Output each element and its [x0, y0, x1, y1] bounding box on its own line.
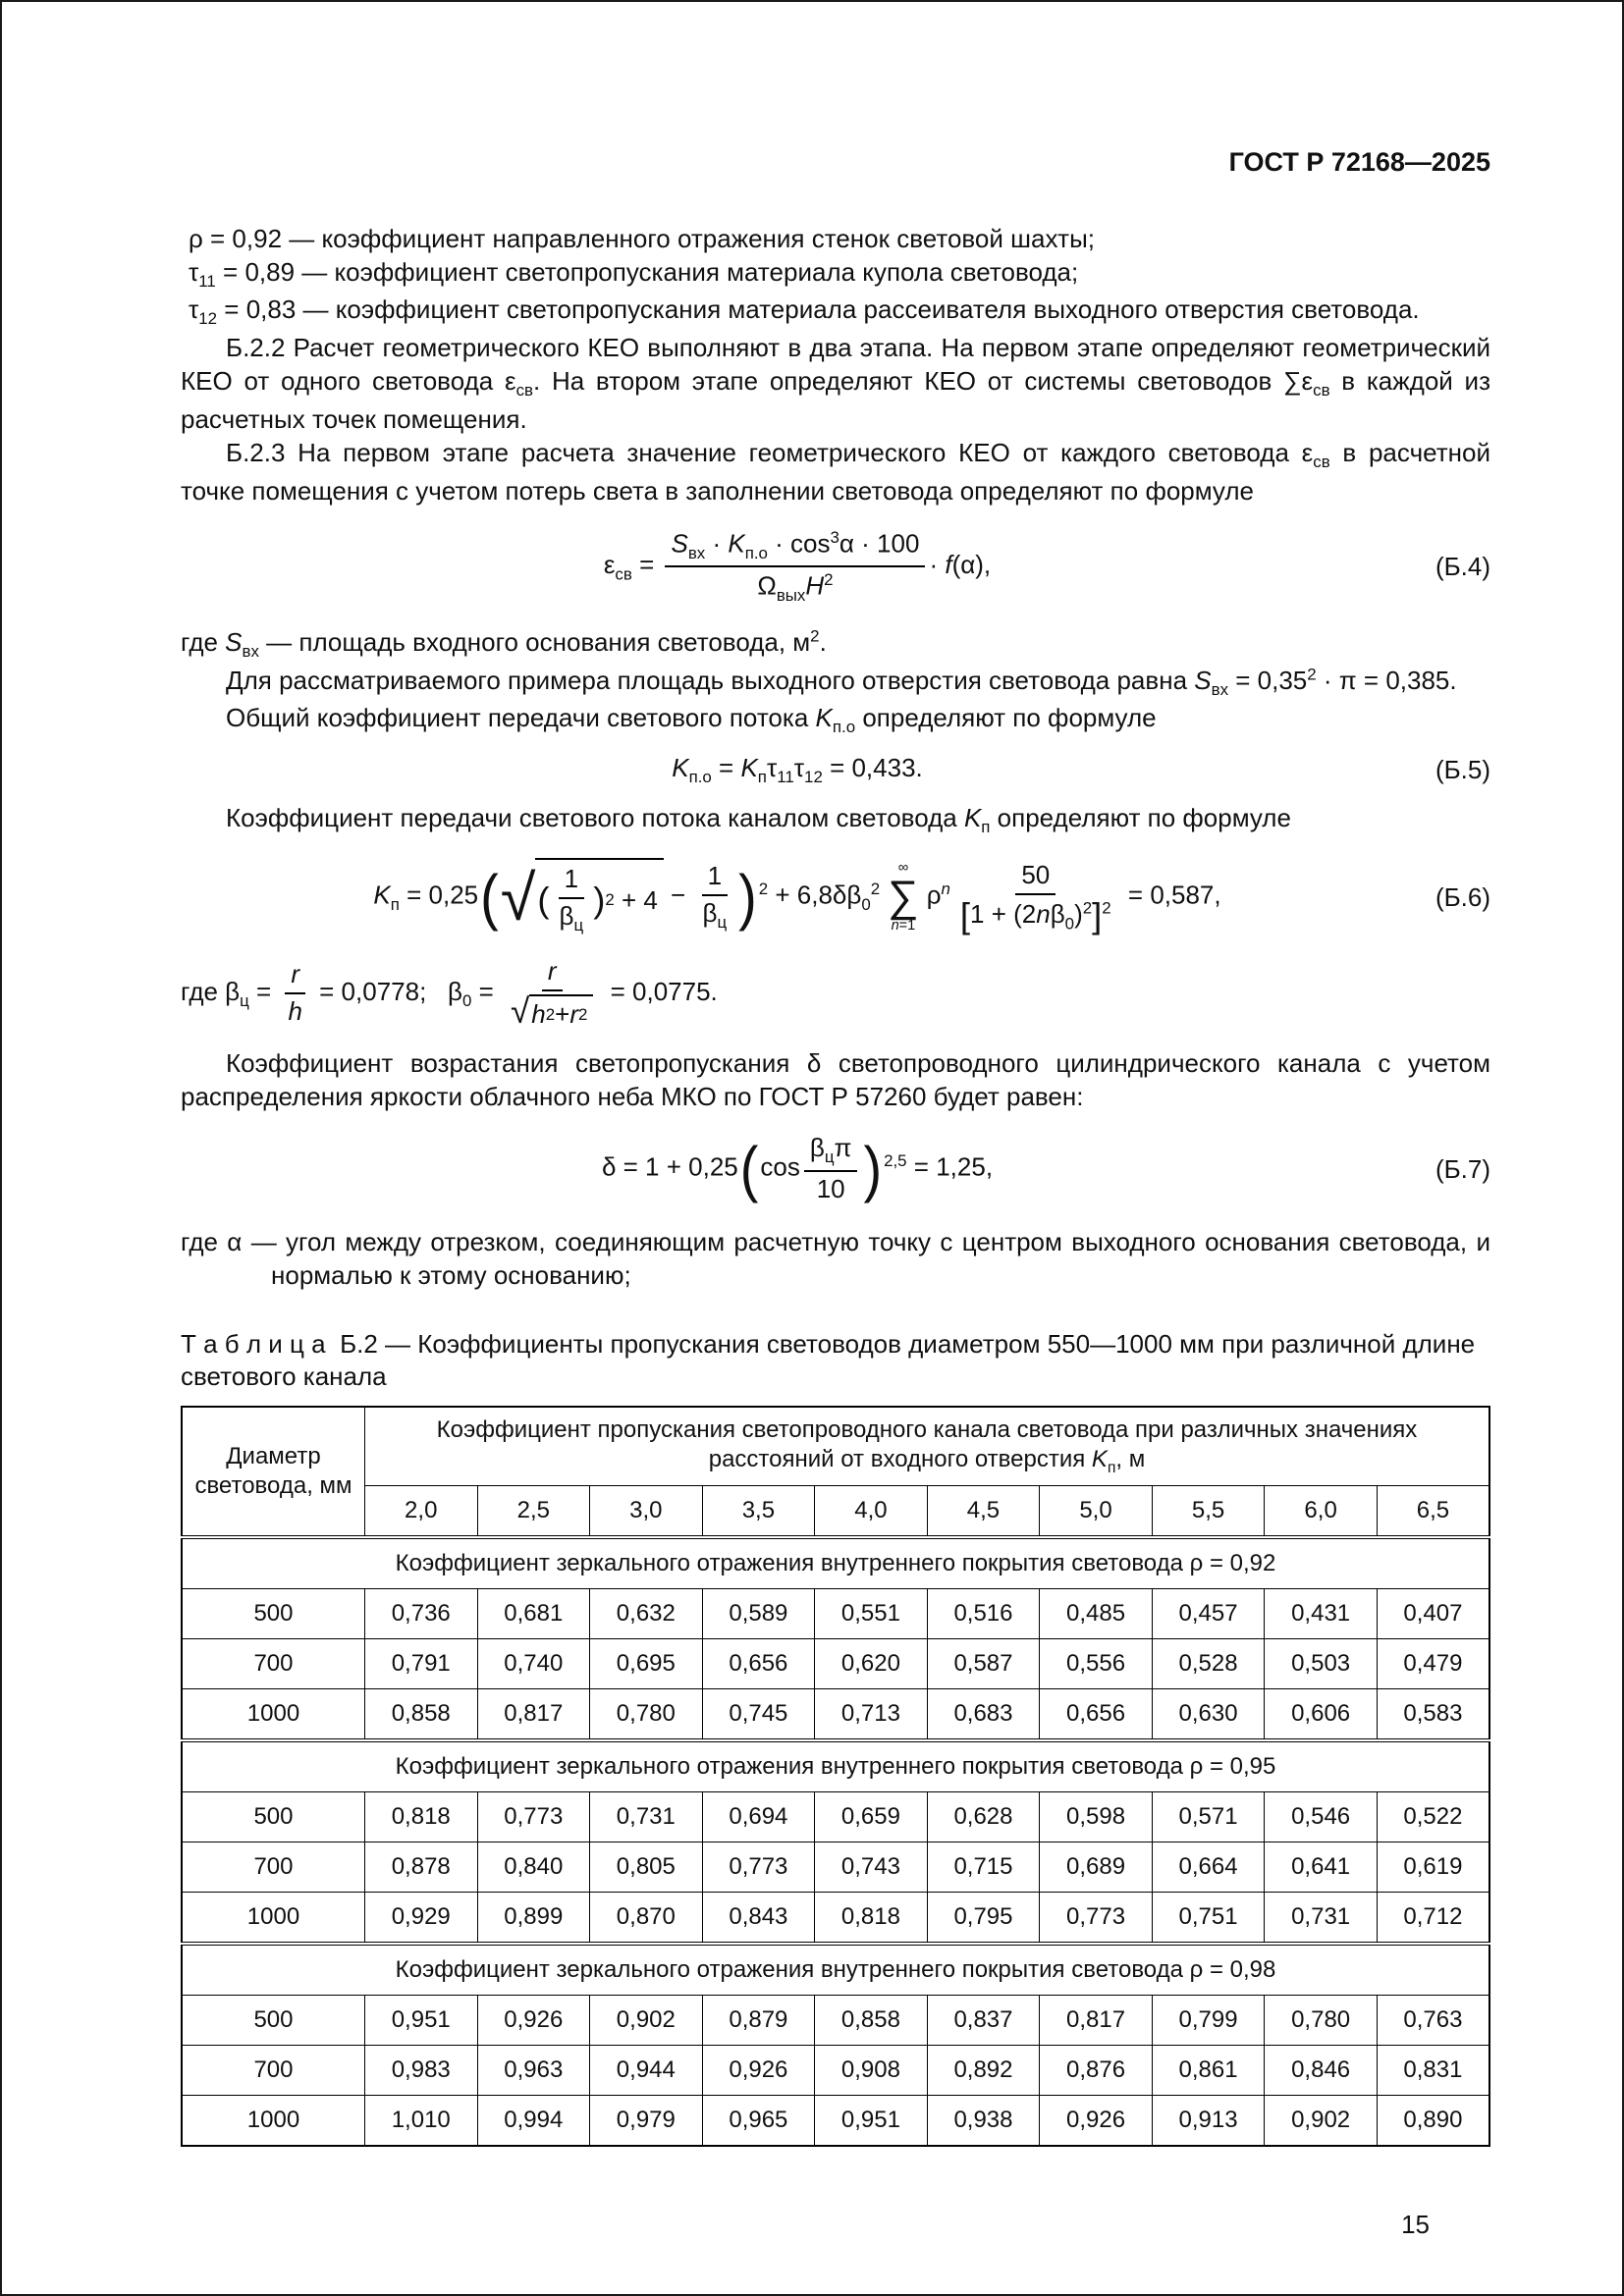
table-cell: 0,712	[1377, 1893, 1489, 1945]
table-header-distance: 6,0	[1265, 1486, 1378, 1538]
table-cell: 0,846	[1265, 2046, 1378, 2096]
table-section-title-row	[182, 1944, 1489, 1996]
table-cell: 0,951	[364, 1996, 477, 2046]
table-cell: 0,522	[1377, 1792, 1489, 1842]
table-header-distance: 4,5	[927, 1486, 1040, 1538]
table-cell: 0,926	[702, 2046, 815, 2096]
table-cell: 0,805	[590, 1842, 703, 1893]
table-cell: 0,743	[815, 1842, 928, 1893]
table-cell: 0,938	[927, 2096, 1040, 2147]
paragraph-example: Для рассматриваемого примера площадь выходного отверстия световода равна $S_{вх} = 0,35^2 \cdot \pi = 0,385$.	[226, 665, 1457, 700]
formula-b6	[181, 858, 1490, 936]
table-header-diameter: Диаметр световода, мм	[182, 1407, 364, 1537]
page-number: 15	[1401, 2210, 1430, 2240]
table-cell-diameter: 1000	[182, 1893, 364, 1945]
table-cell-diameter: 700	[182, 1639, 364, 1689]
formula-b7-expression: δ = 1 + 0,25(cos $\frac{\beta_ц\pi}{10}$ ) $^{2,5}$ = 1,25,	[601, 1133, 994, 1203]
table-cell: 0,641	[1265, 1842, 1378, 1893]
table-section-title: Коэффициент зеркального отражения внутреннего покрытия световода ρ = 0,98	[182, 1944, 1489, 1996]
table-cell: 0,656	[702, 1639, 815, 1689]
table-cell: 0,479	[1377, 1639, 1489, 1689]
formula-b7-number: (Б.7)	[1435, 1153, 1490, 1184]
table-cell: 0,485	[1040, 1589, 1153, 1639]
paragraph-b23: Б.2.3 На первом этапе расчета значение геометрического КЕО от каждого световода $\varepsilon_{св}$ в расчетной точке помещения с учетом потерь света в заполнении световода определяют по формуле	[181, 438, 1490, 506]
table-cell: 1,010	[364, 2096, 477, 2147]
table-cell: 0,664	[1152, 1842, 1265, 1893]
table-cell: 0,731	[590, 1792, 703, 1842]
table-header-distance: 2,0	[364, 1486, 477, 1538]
table-cell: 0,908	[815, 2046, 928, 2096]
table-cell: 0,861	[1152, 2046, 1265, 2096]
table-cell: 0,589	[702, 1589, 815, 1639]
table-row	[182, 1689, 1489, 1741]
table-subheader-row	[182, 1486, 1489, 1538]
table-cell: 0,902	[1265, 2096, 1378, 2147]
table-cell-diameter: 1000	[182, 2096, 364, 2147]
formula-b4-number: (Б.4)	[1435, 552, 1490, 581]
table-cell: 0,983	[364, 2046, 477, 2096]
table-cell: 0,843	[702, 1893, 815, 1945]
paragraph-channel-coefficient: Коэффициент передачи светового потока каналом световода $K_п$ определяют по формуле	[226, 802, 1291, 837]
table-header-distance: 3,0	[590, 1486, 703, 1538]
table-cell: 0,890	[1377, 2096, 1489, 2147]
table-header-distance: 3,5	[702, 1486, 815, 1538]
table-cell: 0,840	[477, 1842, 590, 1893]
table-row	[182, 1639, 1489, 1689]
table-cell: 0,944	[590, 2046, 703, 2096]
table-cell: 0,516	[927, 1589, 1040, 1639]
table-cell: 0,965	[702, 2096, 815, 2147]
table-cell: 0,598	[1040, 1792, 1153, 1842]
table-cell: 0,713	[815, 1689, 928, 1741]
table-cell: 0,994	[477, 2096, 590, 2147]
table-cell: 0,791	[364, 1639, 477, 1689]
table-cell: 0,892	[927, 2046, 1040, 2096]
formula-b7	[181, 1133, 1490, 1205]
table-cell: 0,817	[477, 1689, 590, 1741]
table-cell: 0,979	[590, 2096, 703, 2147]
table-cell: 0,745	[702, 1689, 815, 1741]
table-cell: 0,879	[702, 1996, 815, 2046]
table-row	[182, 1842, 1489, 1893]
table-cell: 0,736	[364, 1589, 477, 1639]
coefficients-table	[181, 1406, 1490, 2147]
table-cell: 0,926	[477, 1996, 590, 2046]
formula-b5	[181, 751, 1490, 789]
table-cell: 0,632	[590, 1589, 703, 1639]
table-cell: 0,876	[1040, 2046, 1153, 2096]
table-cell: 0,929	[364, 1893, 477, 1945]
table-cell: 0,503	[1265, 1639, 1378, 1689]
table-cell: 0,831	[1377, 2046, 1489, 2096]
table-cell: 0,528	[1152, 1639, 1265, 1689]
table-cell: 0,656	[1040, 1689, 1153, 1741]
table-cell: 0,556	[1040, 1639, 1153, 1689]
table-header-distance: 6,5	[1377, 1486, 1489, 1538]
table-cell: 0,780	[590, 1689, 703, 1741]
table-cell: 0,689	[1040, 1842, 1153, 1893]
definition-tau12: $\tau_{12} = 0,83$ — коэффициент светопропускания материала рассеивателя выходного отверстия световода.	[189, 294, 1420, 329]
formula-b6-number: (Б.6)	[1435, 882, 1490, 913]
formula-b6-expression: $K_п = 0,25$( √ ( $\frac{1}{\beta_ц}$ ) 2 + 4 − $\frac{1}{\beta_ц}$ ) $^2 + 6,8\delta\beta_0^2$ ∞ ∑ n=1 $\rho^n$ $\frac{50}{[1 + (2n\beta_0)^2]^2}$ = 0,587,	[373, 860, 1221, 935]
table-cell: 0,620	[815, 1639, 928, 1689]
table-cell: 0,751	[1152, 1893, 1265, 1945]
table-cell: 0,628	[927, 1792, 1040, 1842]
table-cell-diameter: 1000	[182, 1689, 364, 1741]
paragraph-where-alpha: где α — угол между отрезком, соединяющим расчетную точку с центром выходного основания световода, и нормалью к этому основанию;	[181, 1226, 1490, 1291]
table-cell-diameter: 500	[182, 1792, 364, 1842]
table-cell: 0,818	[364, 1792, 477, 1842]
table-cell-diameter: 700	[182, 2046, 364, 2096]
table-cell: 0,899	[477, 1893, 590, 1945]
table-cell-diameter: 500	[182, 1589, 364, 1639]
table-row	[182, 1589, 1489, 1639]
table-header-distance: 5,0	[1040, 1486, 1153, 1538]
table-cell: 0,870	[590, 1893, 703, 1945]
table-cell: 0,763	[1377, 1996, 1489, 2046]
page-content	[181, 2, 1490, 2242]
table-cell: 0,583	[1377, 1689, 1489, 1741]
paragraph-b22: Б.2.2 Расчет геометрического КЕО выполняют в два этапа. На первом этапе определяют геометрический КЕО от одного световода $\varepsilon_{св}$. На втором этапе определяют КЕО от системы световодов $\sum\varepsilon_{св}$ в каждой из расчетных точек помещения.	[181, 332, 1490, 434]
table-cell: 0,773	[702, 1842, 815, 1893]
table-row	[182, 1792, 1489, 1842]
table-row	[182, 1893, 1489, 1945]
table-header-distance: 4,0	[815, 1486, 928, 1538]
table-cell: 0,606	[1265, 1689, 1378, 1741]
table-cell: 0,695	[590, 1639, 703, 1689]
table-header-distance: 2,5	[477, 1486, 590, 1538]
table-cell: 0,546	[1265, 1792, 1378, 1842]
table-cell: 0,858	[364, 1689, 477, 1741]
table-section-title-row	[182, 1740, 1489, 1792]
table-cell: 0,659	[815, 1792, 928, 1842]
definition-tau11: $\tau_{11} = 0,89$ — коэффициент светопропускания материала купола световода;	[189, 256, 1079, 292]
formula-b4-expression: $\varepsilon_{св}$ = $\frac{S_{вх} \cdot K_{п.о} \cdot \cos^3\alpha \cdot 100}{\Omega_{вых}H^2}$ · f(α),	[603, 527, 992, 605]
table-cell: 0,858	[815, 1996, 928, 2046]
definition-rho: ρ = 0,92 — коэффициент направленного отражения стенок световой шахты;	[189, 223, 1095, 253]
table-cell: 0,715	[927, 1842, 1040, 1893]
table-cell: 0,773	[1040, 1893, 1153, 1945]
table-section-title: Коэффициент зеркального отражения внутреннего покрытия световода ρ = 0,95	[182, 1740, 1489, 1792]
table-cell: 0,963	[477, 2046, 590, 2096]
table-cell: 0,587	[927, 1639, 1040, 1689]
table-cell: 0,878	[364, 1842, 477, 1893]
table-cell: 0,795	[927, 1893, 1040, 1945]
table-cell: 0,902	[590, 1996, 703, 2046]
formula-b5-expression: $K_{п.о} = K_п\tau_{11}\tau_{12} = 0,433$.	[672, 752, 923, 787]
paragraph-where-s: где $S_{вх}$ — площадь входного основания световода, $м^2$.	[181, 626, 827, 662]
table-header-span: Коэффициент пропускания светопроводного канала световода при различных значениях расстояний от входного отверстия $K_п$, м	[364, 1407, 1489, 1486]
table-cell: 0,681	[477, 1589, 590, 1639]
document-header: ГОСТ Р 72168—2025	[1228, 147, 1490, 177]
table-cell: 0,731	[1265, 1893, 1378, 1945]
table-header-distance: 5,5	[1152, 1486, 1265, 1538]
table-cell: 0,780	[1265, 1996, 1378, 2046]
table-cell: 0,740	[477, 1639, 590, 1689]
paragraph-delta: Коэффициент возрастания светопропускания δ светопроводного цилиндрического канала с учетом распределения яркости облачного неба МКО по ГОСТ Р 57260 будет равен:	[181, 1047, 1490, 1112]
table-cell: 0,926	[1040, 2096, 1153, 2147]
table-cell: 0,630	[1152, 1689, 1265, 1741]
table-row	[182, 1996, 1489, 2046]
paragraph-total-coefficient: Общий коэффициент передачи светового потока $K_{п.о}$ определяют по формуле	[226, 703, 1157, 737]
table-row	[182, 2096, 1489, 2147]
table-header-row	[182, 1407, 1489, 1486]
table-cell: 0,694	[702, 1792, 815, 1842]
table-cell: 0,951	[815, 2096, 928, 2147]
table-cell: 0,571	[1152, 1792, 1265, 1842]
formula-b5-number: (Б.5)	[1435, 755, 1490, 785]
table-cell: 0,431	[1265, 1589, 1378, 1639]
table-cell: 0,407	[1377, 1589, 1489, 1639]
where-beta-line: где $\beta_ц$ = $\frac{r}{h}$ = 0,0778; $\beta_0$ = r √ h 2 + r 2 = 0,0775.	[181, 955, 718, 1032]
table-cell: 0,457	[1152, 1589, 1265, 1639]
table-cell-diameter: 500	[182, 1996, 364, 2046]
table-cell: 0,683	[927, 1689, 1040, 1741]
table-cell: 0,913	[1152, 2096, 1265, 2147]
table-cell: 0,818	[815, 1893, 928, 1945]
table-cell: 0,619	[1377, 1842, 1489, 1893]
table-cell: 0,773	[477, 1792, 590, 1842]
table-cell: 0,837	[927, 1996, 1040, 2046]
table-cell-diameter: 700	[182, 1842, 364, 1893]
table-section-title-row	[182, 1537, 1489, 1589]
table-cell: 0,799	[1152, 1996, 1265, 2046]
table-cell: 0,551	[815, 1589, 928, 1639]
formula-b4	[181, 527, 1490, 607]
table-cell: 0,817	[1040, 1996, 1153, 2046]
table-section-title: Коэффициент зеркального отражения внутреннего покрытия световода ρ = 0,92	[182, 1537, 1489, 1589]
table-row	[182, 2046, 1489, 2096]
table-caption: Т а б л и ц а Б.2 — Коэффициенты пропускания световодов диаметром 550—1000 мм при различной длине светового канала	[181, 1328, 1476, 1392]
